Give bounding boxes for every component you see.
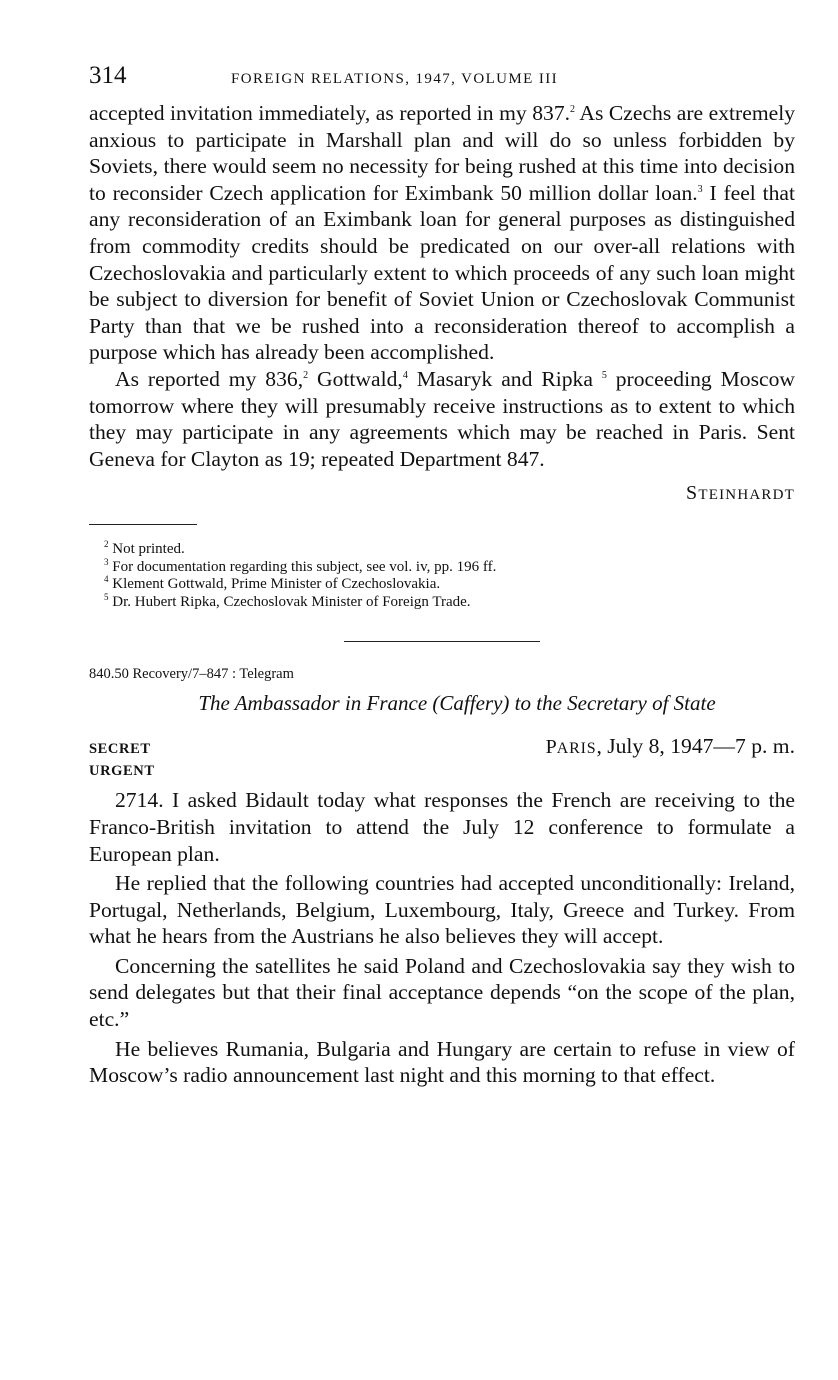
telegram-paragraph: He believes Rumania, Bulgaria and Hungary are certain to refuse in view of Moscow’s radio announcement last night and this morning to that effect. [89,1036,795,1088]
footnote [104,576,795,594]
footnote-mark: 5 [104,591,109,602]
footnote-divider [89,524,197,525]
dateline-date: , July 8, 1947—7 p. m. [596,734,795,759]
page-number: 314 [89,62,127,89]
footnote-ref: 4 [402,369,408,381]
paragraph-text: As reported my 836, [115,366,304,391]
running-head [89,62,795,100]
body-paragraph [89,366,795,472]
document-page [89,62,795,1092]
file-reference: 840.50 Recovery/7–847 : Telegram [89,666,294,683]
running-head-title: FOREIGN RELATIONS, 1947, VOLUME III [231,71,559,87]
footnote-text: Klement Gottwald, Prime Minister of Czechoslovakia. [112,576,441,593]
footnote-mark: 2 [104,539,109,550]
paragraph-text: As Czechs are extremely anxious to participate in Marshall plan and will do so unless forbidden by Soviets, there would seem no necessity for being rushed at this time into decision to reconsider Czech application for Eximbank 50 million dollar loan. [89,101,795,205]
paragraph-text: Masaryk and Ripka [407,366,602,391]
signature-initial: S [686,482,699,505]
classification-row [89,734,795,759]
telegram-paragraph: He replied that the following countries had accepted unconditionally: Ireland, Portugal, Netherlands, Belgium, Luxembourg, Italy, Greece and Turkey. From what he hears from the Austrians he also believes they will accept. [89,871,795,949]
paragraph-text: I feel that any reconsideration of an Eximbank loan for general purposes as distinguished from commodity credits should be predicated on our over-all relations with Czechoslovakia and particularly extent to which proceeds of any such loan might be subject to diversion for benefit of Soviet Union or Czechoslovak Communist Party than that we be rushed into a reconsideration thereof to accomplish a purpose which has already been accomplished. [89,180,795,365]
footnote [104,591,795,612]
footnote-ref: 2 [570,103,576,115]
telegram-paragraph: 2714. I asked Bidault today what responses the French are receiving to the Franco-British invitation to attend the July 12 conference to formulate a European plan. [89,788,795,866]
footnotes [89,541,795,611]
footnote-text: Dr. Hubert Ripka, Czechoslovak Minister of Foreign Trade. [112,593,471,610]
footnote-mark: 4 [104,574,109,585]
footnote-mark: 3 [104,556,109,567]
telegram-body [89,787,795,1089]
paragraph-text: proceeding Moscow tomorrow where they will presumably receive instructions as to extent to which they may participate in any agreements which may be reached in Paris. Sent Geneva for Clayton as 19; repeated Department 847. [89,366,795,471]
dateline [546,734,795,759]
footnote-ref: 5 [601,369,607,381]
document-heading: The Ambassador in France (Caffery) to the Secretary of State [198,691,716,716]
telegram-paragraph: Concerning the satellites he said Poland and Czechoslovakia say they wish to send delegates but that their final acceptance depends “on the scope of the plan, etc.” [89,953,795,1032]
body-paragraph [89,100,795,366]
footnote-ref: 3 [697,183,703,195]
urgency-label: URGENT [89,763,155,780]
footnote [104,556,795,577]
dateline-place: ARIS [556,740,597,758]
signature-rest: TEINHARDT [698,487,795,504]
signature [89,482,795,510]
footnote-ref: 2 [303,369,309,381]
dateline-initial: P [545,736,557,759]
classification-label: SECRET [89,741,151,758]
footnote-text: Not printed. [112,541,185,558]
footnote [104,541,795,559]
paragraph-text: Gottwald, [308,366,403,391]
footnote-text: For documentation regarding this subject, see vol. iv, pp. 196 ff. [112,558,497,575]
section-divider [344,641,540,642]
paragraph-text: accepted invitation immediately, as reported in my 837. [89,101,571,125]
